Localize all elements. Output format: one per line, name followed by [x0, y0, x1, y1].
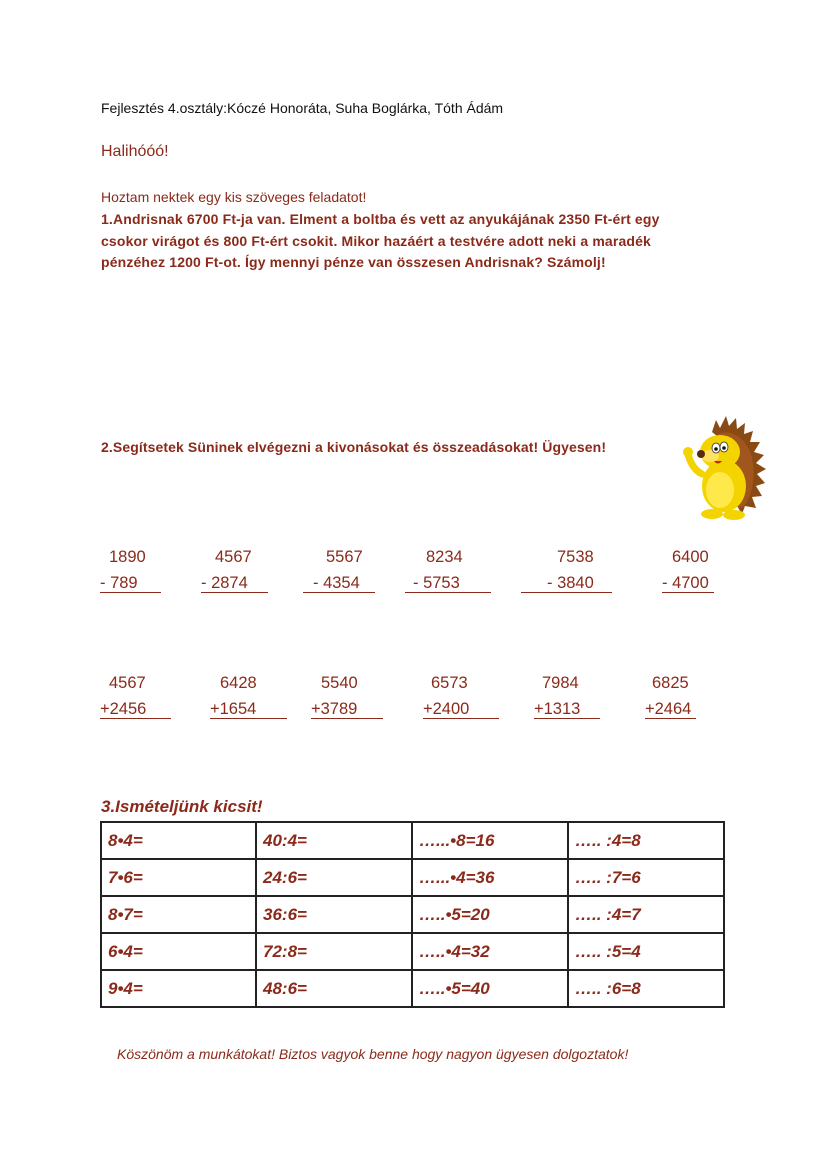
addend-top: 4567 — [109, 674, 146, 692]
addend-bottom: +2456 — [100, 700, 171, 719]
greeting: Halihóóó! — [101, 143, 169, 160]
minuend: 1890 — [109, 548, 146, 566]
hedgehog-illustration — [682, 414, 772, 526]
table-cell: 24:6= — [256, 859, 412, 896]
minuend: 4567 — [215, 548, 252, 566]
subtrahend: - 5753 — [405, 574, 491, 593]
table-cell: …..•5=40 — [412, 970, 568, 1007]
addend-top: 6573 — [431, 674, 468, 692]
addend-bottom: +2464 — [645, 700, 696, 719]
table-cell: …...•8=16 — [412, 822, 568, 859]
task1-line: pénzéhez 1200 Ft-ot. Így mennyi pénze van összesen Andrisnak? Számolj! — [101, 254, 606, 270]
addend-bottom: +3789 — [311, 700, 383, 719]
table-cell: 40:4= — [256, 822, 412, 859]
addend-bottom: +2400 — [423, 700, 499, 719]
minuend: 5567 — [326, 548, 363, 566]
addend-top: 6825 — [652, 674, 689, 692]
table-cell: …...•4=36 — [412, 859, 568, 896]
table-row — [101, 933, 724, 970]
subtrahend: - 3840 — [521, 574, 612, 593]
table-cell: 6•4= — [101, 933, 256, 970]
table-cell: 48:6= — [256, 970, 412, 1007]
addend-top: 7984 — [542, 674, 579, 692]
table-cell: 72:8= — [256, 933, 412, 970]
task1-text — [101, 209, 701, 274]
addend-top: 5540 — [321, 674, 358, 692]
minuend: 6400 — [672, 548, 709, 566]
hedgehog-icon — [682, 414, 772, 526]
subtrahend: - 789 — [100, 574, 161, 593]
table-cell: …..•4=32 — [412, 933, 568, 970]
addend-bottom: +1313 — [534, 700, 600, 719]
table-row — [101, 859, 724, 896]
subtrahend: - 4354 — [303, 574, 375, 593]
table-cell: ….. :6=8 — [568, 970, 724, 1007]
table-cell: 8•7= — [101, 896, 256, 933]
table-cell: ….. :7=6 — [568, 859, 724, 896]
table-cell: ….. :5=4 — [568, 933, 724, 970]
closing-text: Köszönöm a munkátokat! Biztos vagyok benne hogy nagyon ügyesen dolgoztatok! — [117, 1046, 629, 1062]
task2-title: 2.Segítsetek Süninek elvégezni a kivonásokat és összeadásokat! Ügyesen! — [101, 439, 607, 455]
task1-line: csokor virágot és 800 Ft-ért csokit. Mikor hazáért a testvére adott neki a maradék — [101, 232, 651, 249]
task3-title: 3.Ismételjünk kicsit! — [101, 797, 263, 816]
multiplication-table — [100, 821, 725, 1008]
page-header: Fejlesztés 4.osztály:Kóczé Honoráta, Suha Boglárka, Tóth Ádám — [101, 100, 504, 116]
table-row — [101, 896, 724, 933]
addend-top: 6428 — [220, 674, 257, 692]
table-cell: 9•4= — [101, 970, 256, 1007]
table-cell: 7•6= — [101, 859, 256, 896]
task1-line: 1.Andrisnak 6700 Ft-ja van. Elment a boltba és vett az anyukájának 2350 Ft-ért egy — [101, 211, 660, 227]
minuend: 7538 — [557, 548, 594, 566]
table-cell: …..•5=20 — [412, 896, 568, 933]
addend-bottom: +1654 — [210, 700, 287, 719]
subtrahend: - 2874 — [201, 574, 268, 593]
table-cell: ….. :4=7 — [568, 896, 724, 933]
table-cell: ….. :4=8 — [568, 822, 724, 859]
intro-text: Hoztam nektek egy kis szöveges feladatot! — [101, 189, 367, 205]
table-cell: 36:6= — [256, 896, 412, 933]
subtrahend: - 4700 — [662, 574, 714, 593]
table-row — [101, 970, 724, 1007]
minuend: 8234 — [426, 548, 463, 566]
table-cell: 8•4= — [101, 822, 256, 859]
table-row — [101, 822, 724, 859]
